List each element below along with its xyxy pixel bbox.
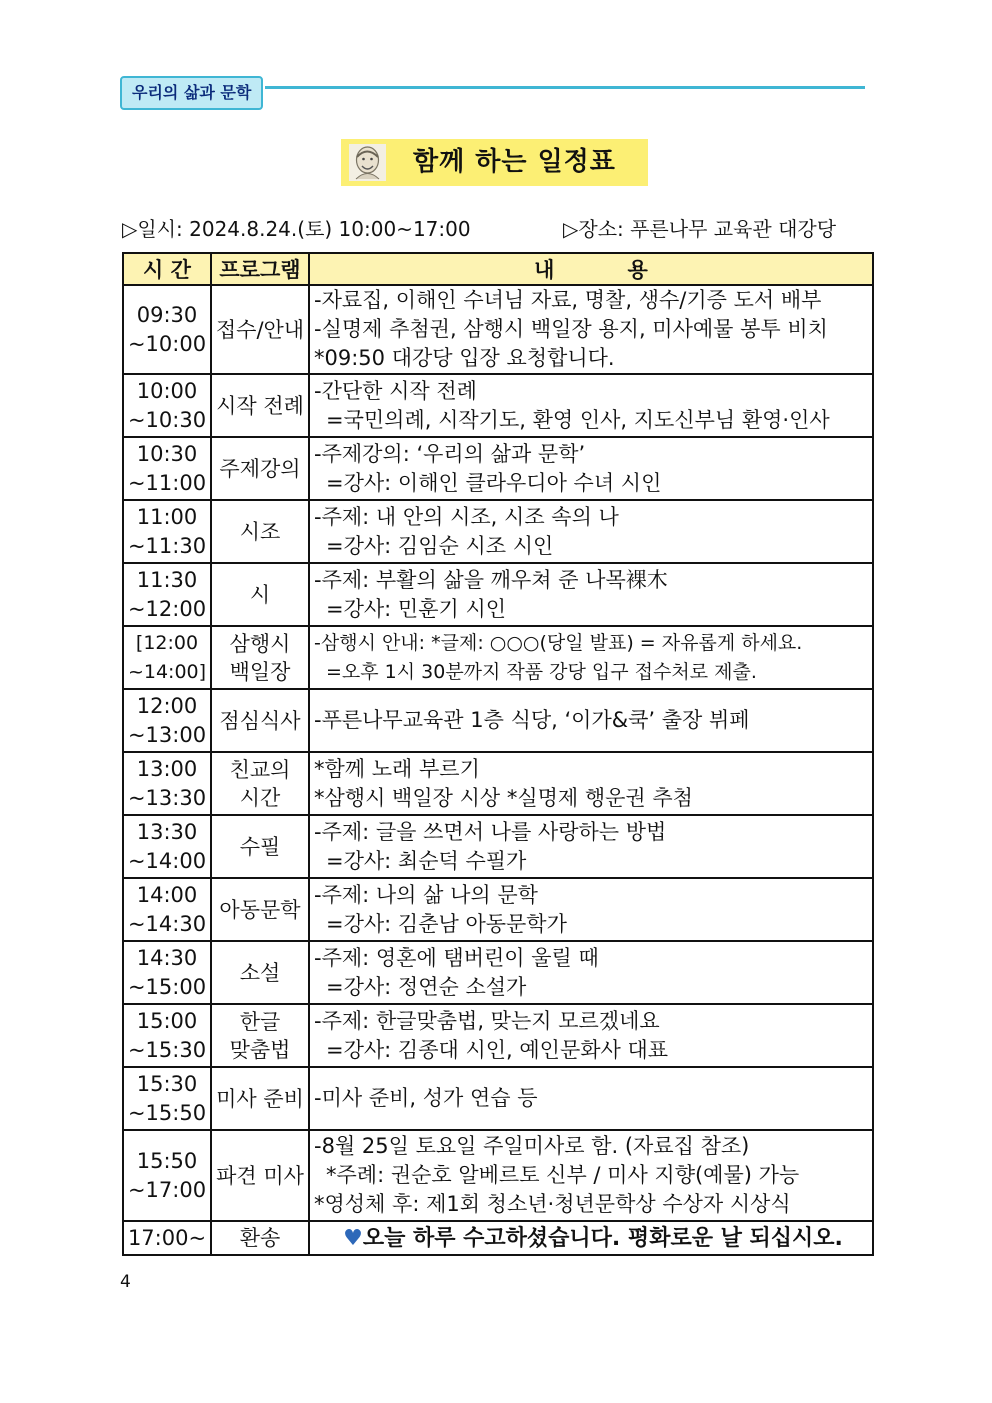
content-cell — [309, 285, 873, 374]
time-line: 14:30 — [136, 945, 198, 970]
program-line: 삼행시 — [229, 631, 291, 656]
program-cell — [211, 941, 309, 1004]
time-line: [12:00 — [135, 631, 199, 654]
time-cell — [123, 1130, 211, 1221]
content-cell — [309, 626, 873, 689]
content-line: =강사: 민훈기 시인 — [326, 596, 507, 621]
content-line: -실명제 추첨권, 삼행시 백일장 용지, 미사예물 봉투 비치 — [314, 317, 828, 341]
program-line: 시작 전례 — [216, 393, 304, 418]
program-cell — [211, 752, 309, 815]
time-line: ~14:00 — [127, 848, 207, 873]
time-line: 11:00 — [136, 504, 198, 529]
time-cell — [123, 626, 211, 689]
content-line: =강사: 최순덕 수필가 — [326, 848, 527, 873]
program-line: 맞춤법 — [229, 1037, 291, 1062]
content-line: -미사 준비, 성가 연습 등 — [314, 1086, 538, 1110]
content-cell — [309, 815, 873, 878]
time-line: ~15:30 — [127, 1037, 207, 1062]
content-cell — [309, 878, 873, 941]
time-cell — [123, 285, 211, 374]
content-line: -푸른나무교육관 1층 식당, ‘이가&쿡’ 출장 뷔페 — [314, 708, 750, 732]
time-line: ~14:00] — [127, 660, 207, 683]
program-cell — [211, 285, 309, 374]
time-line: 09:30 — [136, 302, 198, 327]
content-line: *삼행시 백일장 시상 *실명제 행운권 추첨 — [314, 785, 693, 810]
table-row — [123, 437, 873, 500]
program-cell — [211, 1067, 309, 1130]
time-line: ~13:30 — [127, 785, 207, 810]
content-cell — [309, 563, 873, 626]
table-row — [123, 285, 873, 374]
content-line: =오후 1시 30분까지 작품 강당 입구 접수처로 제출. — [326, 660, 757, 683]
table-row — [123, 1130, 873, 1221]
time-cell — [123, 1221, 211, 1255]
time-line: ~10:30 — [127, 407, 207, 432]
content-line: -주제: 내 안의 시조, 시조 속의 나 — [314, 504, 619, 529]
program-cell — [211, 1221, 309, 1255]
event-place: ▷장소: 푸른나무 교육관 대강당 — [563, 217, 837, 241]
content-cell — [309, 689, 873, 752]
page-title: 함께 하는 일정표 — [413, 147, 616, 177]
section-tag: 우리의 삶과 문학 — [120, 76, 263, 110]
time-line: ~11:00 — [127, 470, 207, 495]
time-line: 15:00 — [136, 1008, 198, 1033]
table-row — [123, 878, 873, 941]
content-line: -간단한 시작 전례 — [314, 378, 477, 403]
time-cell — [123, 563, 211, 626]
table-row — [123, 1221, 873, 1255]
table-header-row — [123, 253, 873, 285]
time-cell — [123, 878, 211, 941]
content-line: -주제강의: ‘우리의 삶과 문학’ — [314, 441, 586, 466]
content-line: -주제: 한글맞춤법, 맞는지 모르겠네요 — [314, 1008, 660, 1033]
content-line: -삼행시 안내: *글제: ○○○(당일 발표) = 자유롭게 하세요. — [314, 631, 803, 654]
content-line: 오늘 하루 수고하셨습니다. 평화로운 날 되십시오. — [362, 1225, 843, 1251]
time-line: 11:30 — [136, 567, 198, 592]
content-cell — [309, 437, 873, 500]
program-line: 파견 미사 — [216, 1163, 304, 1188]
time-line: 15:30 — [136, 1071, 198, 1096]
time-line: ~15:00 — [127, 974, 207, 999]
table-row — [123, 374, 873, 437]
content-line: =강사: 이해인 클라우디아 수녀 시인 — [326, 470, 662, 495]
portrait-icon — [349, 144, 386, 181]
content-line: *주례: 권순호 알베르토 신부 / 미사 지향(예물) 가능 — [326, 1163, 800, 1187]
content-line: =국민의례, 시작기도, 환영 인사, 지도신부님 환영·인사 — [326, 407, 830, 432]
time-line: ~11:30 — [127, 533, 207, 558]
program-cell — [211, 500, 309, 563]
table-row — [123, 689, 873, 752]
content-line: =강사: 김종대 시인, 예인문화사 대표 — [326, 1037, 669, 1062]
schedule-table — [122, 252, 874, 1256]
content-line: =강사: 김춘남 아동문학가 — [326, 911, 567, 936]
content-line: -자료집, 이해인 수녀님 자료, 명찰, 생수/기증 도서 배부 — [314, 288, 822, 312]
program-cell — [211, 878, 309, 941]
time-line: ~14:30 — [127, 911, 207, 936]
table-row — [123, 752, 873, 815]
content-line: *09:50 대강당 입장 요청합니다. — [314, 346, 615, 370]
program-line: 시조 — [239, 519, 281, 544]
time-cell — [123, 437, 211, 500]
content-cell — [309, 374, 873, 437]
program-line: 백일장 — [229, 659, 291, 684]
header-content: 내 용 — [309, 253, 873, 285]
program-cell — [211, 437, 309, 500]
event-date: ▷일시: 2024.8.24.(토) 10:00~17:00 — [122, 217, 471, 241]
time-cell — [123, 941, 211, 1004]
time-line: 13:30 — [136, 819, 198, 844]
program-line: 시 — [249, 582, 271, 607]
program-line: 접수/안내 — [215, 317, 305, 342]
content-line: =강사: 정연순 소설가 — [326, 974, 527, 999]
time-line: 17:00~ — [127, 1225, 207, 1250]
program-line: 친교의 — [229, 757, 291, 782]
program-line: 한글 — [239, 1009, 281, 1034]
time-line: 14:00 — [136, 882, 198, 907]
content-cell — [309, 1004, 873, 1067]
content-line: -주제: 부활의 삶을 깨우쳐 준 나목裸木 — [314, 567, 668, 592]
header-program: 프로그램 — [211, 253, 309, 285]
program-cell — [211, 815, 309, 878]
time-line: ~12:00 — [127, 596, 207, 621]
page-number: 4 — [120, 1272, 131, 1292]
program-line: 환송 — [239, 1226, 281, 1250]
content-line: -8월 25일 토요일 주일미사로 함. (자료집 참조) — [314, 1134, 750, 1158]
table-row — [123, 1067, 873, 1130]
program-line: 아동문학 — [219, 897, 301, 922]
time-line: 10:30 — [136, 441, 198, 466]
content-cell — [309, 752, 873, 815]
header-rule — [265, 86, 865, 89]
content-line: *함께 노래 부르기 — [314, 756, 480, 781]
heart-icon: ♥ — [343, 1225, 363, 1251]
time-line: ~13:00 — [127, 722, 207, 747]
time-cell — [123, 374, 211, 437]
program-cell — [211, 563, 309, 626]
time-line: 15:50 — [136, 1148, 198, 1173]
program-line: 시간 — [239, 785, 281, 810]
program-cell — [211, 1130, 309, 1221]
program-line: 소설 — [239, 960, 281, 985]
time-cell — [123, 752, 211, 815]
time-cell — [123, 1067, 211, 1130]
program-cell — [211, 1004, 309, 1067]
program-line: 미사 준비 — [216, 1086, 304, 1111]
table-row — [123, 815, 873, 878]
table-row — [123, 941, 873, 1004]
content-line: -주제: 나의 삶 나의 문학 — [314, 882, 538, 907]
time-line: ~10:00 — [127, 331, 207, 356]
time-cell — [123, 815, 211, 878]
title-banner — [341, 139, 648, 186]
program-line: 수필 — [239, 834, 281, 859]
content-line: -주제: 글을 쓰면서 나를 사랑하는 방법 — [314, 819, 667, 844]
table-row — [123, 563, 873, 626]
content-cell — [309, 500, 873, 563]
header-time: 시 간 — [123, 253, 211, 285]
time-line: 10:00 — [136, 378, 198, 403]
program-cell — [211, 626, 309, 689]
time-line: 12:00 — [136, 693, 198, 718]
program-line: 주제강의 — [219, 456, 301, 481]
content-cell — [309, 1130, 873, 1221]
table-row — [123, 1004, 873, 1067]
table-row — [123, 500, 873, 563]
program-cell — [211, 689, 309, 752]
table-row — [123, 626, 873, 689]
time-cell — [123, 689, 211, 752]
content-cell — [309, 1067, 873, 1130]
program-cell — [211, 374, 309, 437]
time-line: 13:00 — [136, 756, 198, 781]
program-line: 점심식사 — [219, 708, 301, 733]
content-line: =강사: 김임순 시조 시인 — [326, 533, 554, 558]
content-line: *영성체 후: 제1회 청소년·청년문학상 수상자 시상식 — [314, 1192, 791, 1216]
time-cell — [123, 1004, 211, 1067]
content-cell — [309, 1221, 873, 1255]
content-line: -주제: 영혼에 탬버린이 울릴 때 — [314, 945, 599, 970]
content-cell — [309, 941, 873, 1004]
time-cell — [123, 500, 211, 563]
time-line: ~15:50 — [127, 1100, 207, 1125]
time-line: ~17:00 — [127, 1177, 207, 1202]
